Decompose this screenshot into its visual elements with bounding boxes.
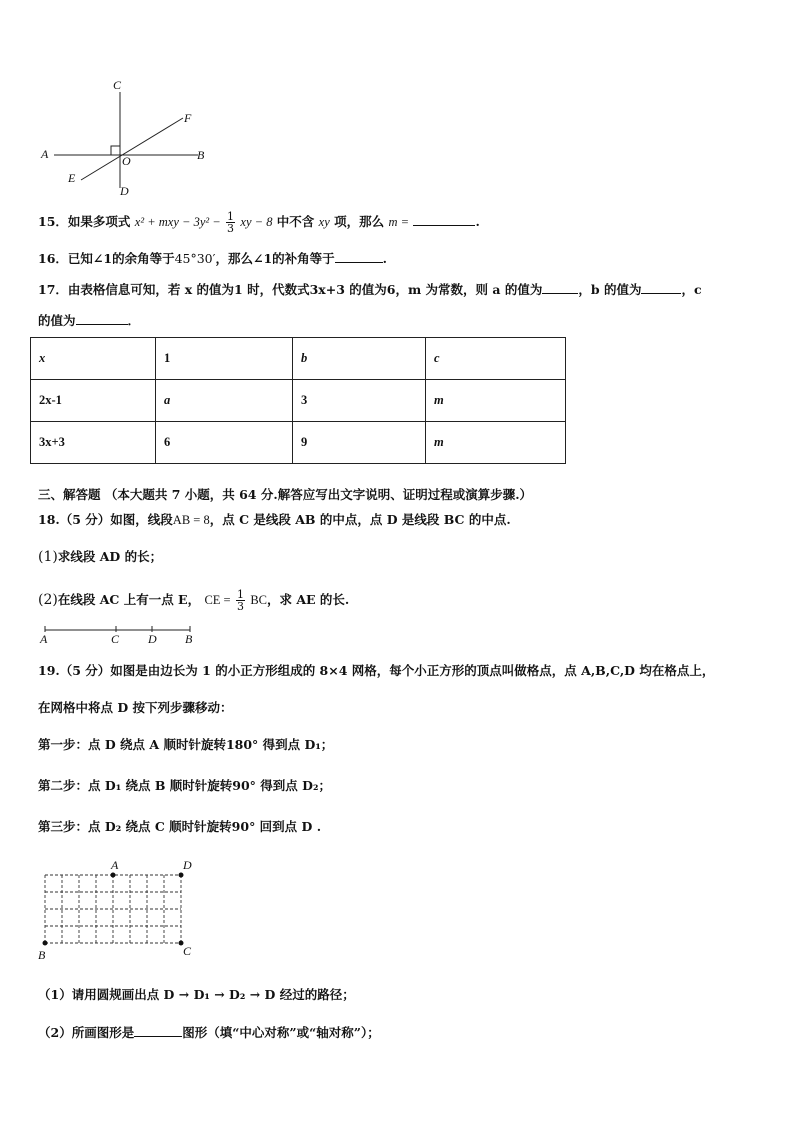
label-F: F	[184, 111, 192, 125]
question-17-line2	[38, 312, 140, 330]
question-19-step2: 第二步：点 D₁ 绕点 B 顺时针旋转90° 得到点 D₂；	[38, 778, 331, 793]
angle-figure	[36, 76, 236, 201]
q16-number: 16．	[38, 251, 68, 266]
grid-figure	[40, 870, 190, 950]
table-cell: c	[426, 338, 566, 380]
label-A: A	[41, 147, 49, 161]
q18-part1-text: 求线段 AD 的长；	[57, 549, 163, 564]
q17-line2-text: 的值为	[38, 313, 76, 328]
q18-ab-eq: AB = 8	[172, 513, 210, 527]
point-D	[179, 873, 184, 878]
grid-label-C: C	[183, 944, 192, 958]
q19-sub2-text-a: （2）所画图形是	[38, 1025, 135, 1040]
q15-polynomial-a: x² + mxy − 3y² −	[134, 215, 221, 229]
question-17-line1	[38, 281, 702, 299]
q18-part2-text-b: ，求 AE 的长.	[267, 592, 350, 607]
q18-bc: BC	[250, 593, 267, 607]
table-cell: 3x+3	[31, 422, 156, 464]
table-cell: a	[156, 380, 293, 422]
question-16	[38, 250, 387, 268]
q17-end: ．	[127, 313, 141, 328]
q16-answer-blank[interactable]	[335, 250, 383, 263]
label-B: B	[197, 148, 205, 162]
q16-text-b: ，那么∠1的补角等于	[215, 251, 335, 266]
point-B	[43, 941, 48, 946]
label-C: C	[113, 78, 122, 92]
q15-polynomial-b: xy − 8	[240, 215, 273, 229]
question-15	[38, 211, 480, 234]
q15-fraction: $\frac{1}{3}$	[227, 210, 235, 235]
q15-end: .	[475, 214, 480, 229]
label-E: E	[68, 171, 76, 185]
q15-term: xy	[318, 215, 330, 229]
q18-part2-number: (2)	[38, 592, 58, 608]
question-18-part2	[38, 589, 349, 612]
segment-label-B: B	[185, 632, 193, 646]
segment-figure	[40, 624, 200, 636]
grid-label-B: B	[38, 948, 46, 962]
table-cell: 1	[156, 338, 293, 380]
q17-c-text: ，c	[681, 282, 702, 297]
table-cell: 3	[293, 380, 426, 422]
q19-sub2-blank[interactable]	[134, 1024, 182, 1037]
table-cell: 2x-1	[31, 380, 156, 422]
q15-variable: m =	[388, 215, 410, 229]
table-cell: b	[293, 338, 426, 380]
q17-a-blank[interactable]	[542, 281, 578, 294]
q18-title-b: ，点 C 是线段 AB 的中点，点 D 是线段 BC 的中点.	[209, 512, 511, 527]
question-19-sub1: （1）请用圆规画出点 D → D₁ → D₂ → D 经过的路径；	[38, 987, 355, 1002]
q18-ce: CE =	[204, 593, 231, 607]
question-18-part1	[38, 548, 162, 566]
q18-part1-number: (1)	[38, 549, 58, 565]
table-cell: m	[426, 380, 566, 422]
segment-label-D: D	[148, 632, 157, 646]
question-19-line2: 在网格中将点 D 按下列步骤移动：	[38, 700, 233, 715]
question-19-step1: 第一步：点 D 绕点 A 顺时针旋转180° 得到点 D₁；	[38, 737, 334, 752]
question-19-line1: 19.（5 分）如图是由边长为 1 的小正方形组成的 8×4 网格，每个小正方形的顶点叫做格点，点 A,B,C,D 均在格点上，	[38, 663, 715, 678]
table-row	[31, 338, 566, 380]
segment-label-A: A	[40, 632, 48, 646]
q16-end: .	[382, 251, 388, 266]
q17-text: 17．由表格信息可知，若 x 的值为1 时，代数式3x+3 的值为6，m 为常数，则 a 的值为	[38, 282, 543, 297]
point-A	[111, 873, 116, 878]
q18-part2-text-a: 在线段 AC 上有一点 E，	[57, 592, 201, 607]
grid-label-A: A	[111, 858, 119, 872]
q17-b-text: ，b 的值为	[578, 282, 642, 297]
q16-angle: 45°30′	[174, 251, 216, 266]
question-19-sub2	[38, 1024, 380, 1042]
grid-label-D: D	[183, 858, 192, 872]
q19-sub2-text-b: 图形（填“中心对称”或“轴对称”）；	[182, 1025, 380, 1040]
q17-b-blank[interactable]	[641, 281, 681, 294]
table-row	[31, 380, 566, 422]
q15-number: 15．	[38, 214, 68, 229]
section-heading: 三、解答题 （本大题共 7 小题，共 64 分.解答应写出文字说明、证明过程或演算步骤.）	[38, 487, 533, 502]
q16-text-a: 已知∠1的余角等于	[67, 251, 175, 266]
table-cell: 9	[293, 422, 426, 464]
q15-prefix: 如果多项式	[67, 214, 131, 229]
table-cell: m	[426, 422, 566, 464]
q18-title-a: 18.（5 分）如图，线段	[38, 512, 173, 527]
question-18-title	[38, 511, 511, 529]
label-D: D	[120, 184, 129, 198]
label-O: O	[122, 154, 131, 168]
question-19-step3: 第三步：点 D₂ 绕点 C 顺时针旋转90° 回到点 D .	[38, 819, 322, 834]
q15-suffix: 项，那么	[334, 214, 385, 229]
q17-c-blank[interactable]	[76, 312, 128, 325]
table-cell: 6	[156, 422, 293, 464]
table-row	[31, 422, 566, 464]
table-cell: x	[31, 338, 156, 380]
q15-mid: 中不含	[276, 214, 315, 229]
segment-label-C: C	[111, 632, 120, 646]
q15-answer-blank[interactable]	[413, 213, 475, 226]
value-table	[30, 337, 566, 464]
q18-fraction: $\frac{1}{3}$	[236, 588, 244, 613]
